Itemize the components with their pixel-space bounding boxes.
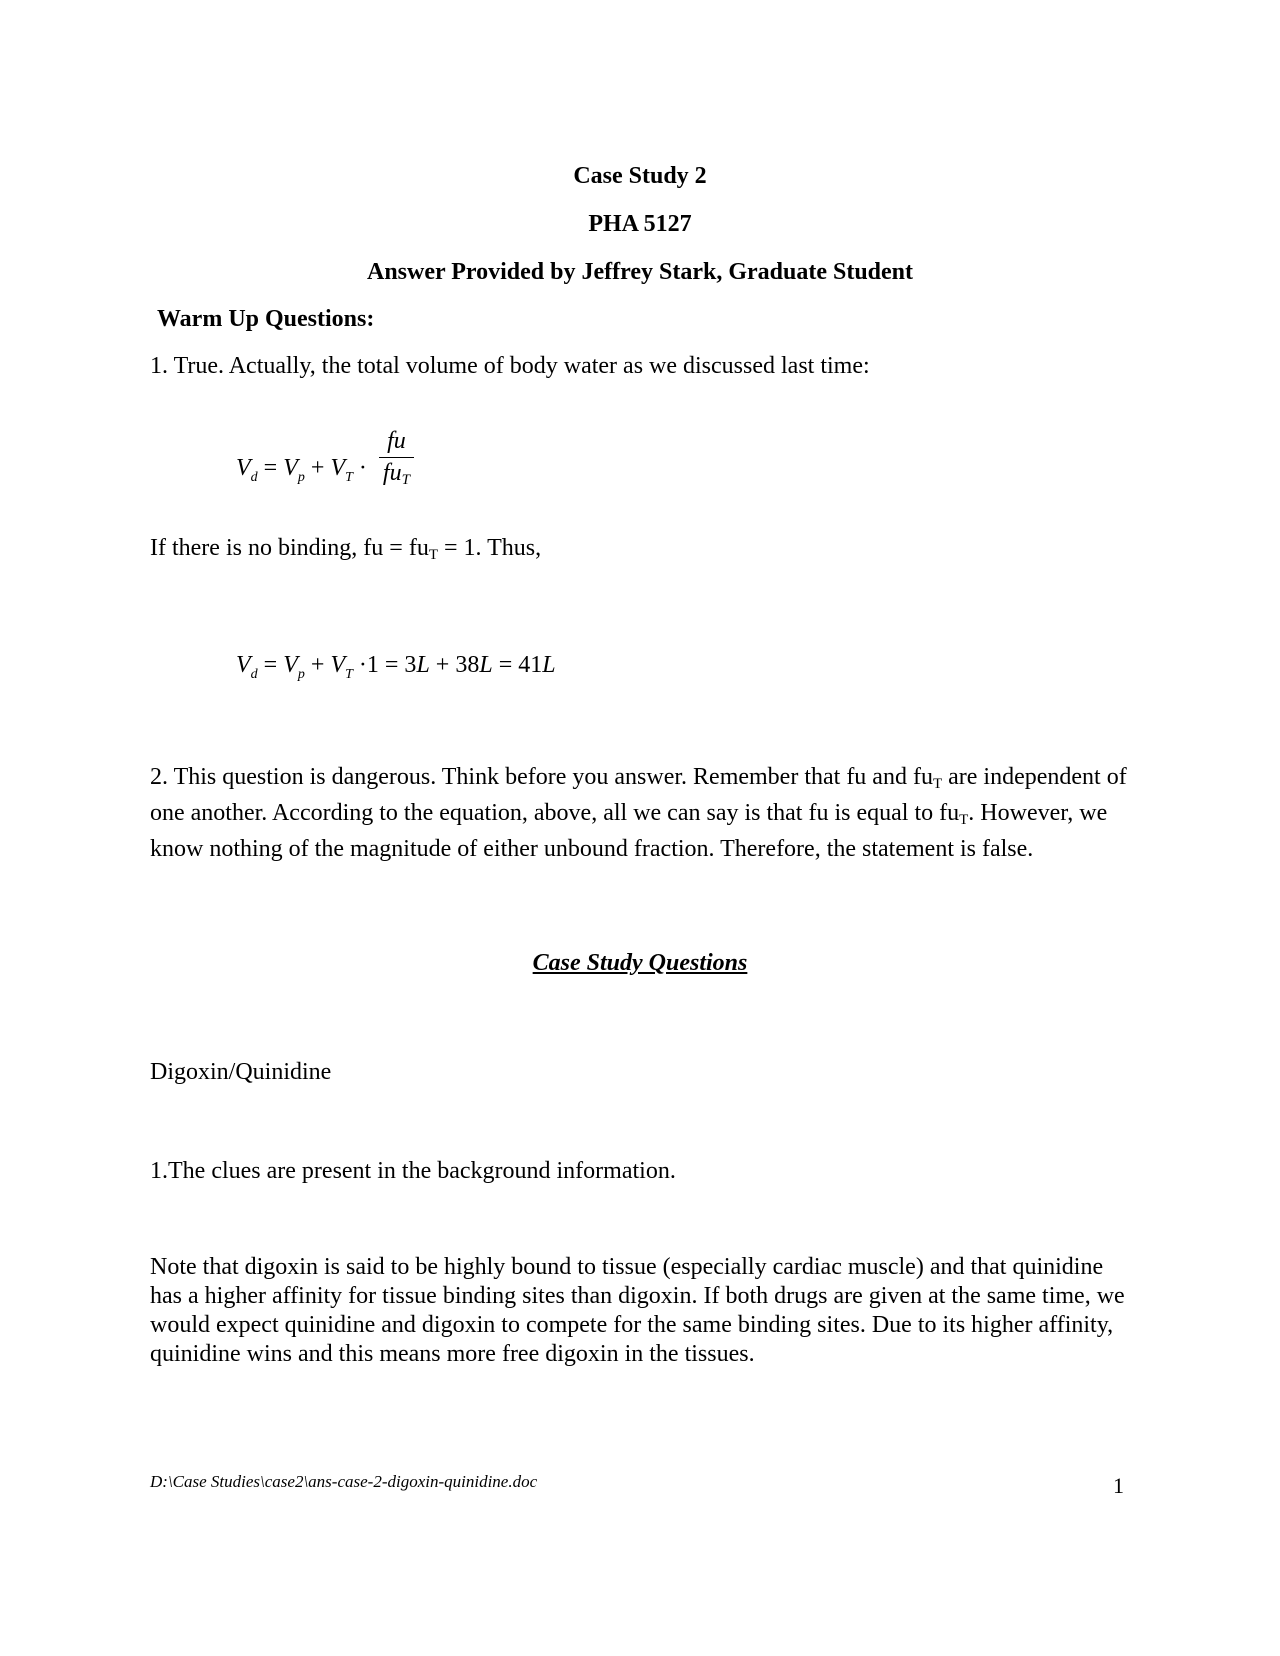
- case-subject: Digoxin/Quinidine: [150, 1059, 332, 1085]
- page-number: 1: [1113, 1473, 1124, 1498]
- warmup-question-1: 1. True. Actually, the total volume of body water as we discussed last time:: [150, 353, 870, 379]
- footer-file-path: D:\Case Studies\case2\ans-case-2-digoxin-quinidine.doc: [150, 1472, 538, 1491]
- case-study-heading-wrap: [0, 950, 1280, 977]
- case-study-heading: Case Study Questions: [532, 950, 748, 976]
- author-line: Answer Provided by Jeffrey Stark, Graduate Student: [367, 259, 913, 285]
- equation-no-binding: $V_d = V_p + V_T \cdot 1 = 3L + 38L = 41L$: [236, 652, 556, 682]
- course-code: PHA 5127: [588, 211, 692, 237]
- case-note-paragraph: Note that digoxin is said to be highly bound to tissue (especially cardiac muscle) and that quinidine has a higher affinity for tissue binding sites than digoxin. If both drugs are given at the same time, we would expect quinidine and digoxin to compete for the same binding sites. Due to its higher affinity, quinidine wins and this means more free digoxin in the tissues.: [150, 1254, 1125, 1367]
- no-binding-statement: If there is no binding, fu = fuT = 1. Thus,: [150, 535, 542, 563]
- warmup-heading: Warm Up Questions:: [157, 306, 375, 332]
- warmup-question-2: 2. This question is dangerous. Think before you answer. Remember that fu and fuT are independent of one another. According to the equation, above, all we can say is that fu is equal to fuT. However, we know nothing of the magnitude of either unbound fraction. Therefore, the statement is false.: [150, 764, 1127, 862]
- document-title: Case Study 2: [573, 163, 707, 189]
- equation-volume-distribution: $V_d = V_p + V_T$ · $\frac{fu}{\text{fuT}}$: [236, 450, 414, 489]
- case-question-1: 1.The clues are present in the background information.: [150, 1158, 676, 1184]
